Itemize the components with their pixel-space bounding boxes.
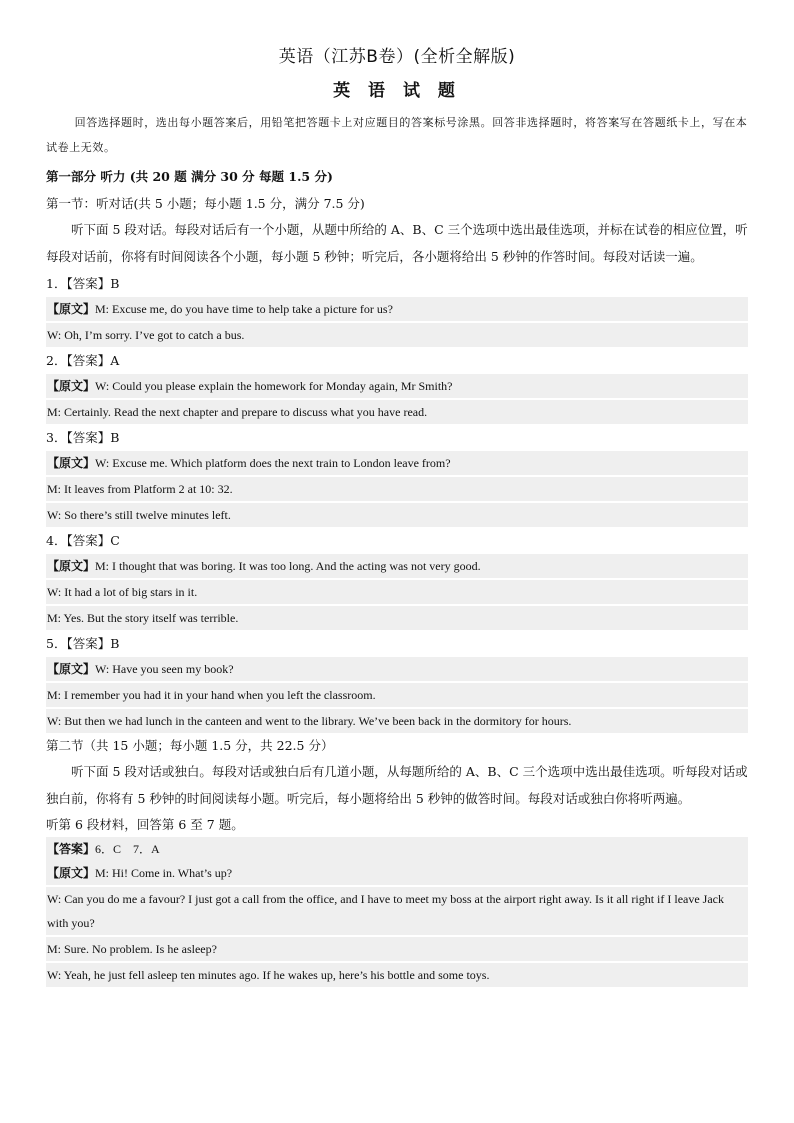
transcript-line	[46, 580, 748, 604]
transcript-line	[46, 323, 748, 347]
transcript-line	[46, 400, 748, 424]
answer-text: 6．C 7．A	[95, 842, 160, 856]
transcript-line	[46, 963, 748, 987]
transcript-text: W: Yeah, he just fell asleep ten minutes ago. If he wakes up, here’s his bottle and some toys.	[47, 968, 490, 982]
answer-line-5: 5．【答案】B	[46, 636, 120, 651]
section1-answers	[46, 271, 748, 733]
transcript-text: W: So there’s still twelve minutes left.	[47, 508, 231, 522]
document-subtitle: 英 语 试 题	[333, 81, 461, 101]
transcript-line	[46, 297, 748, 321]
transcript-text: M: Yes. But the story itself was terrible.	[47, 611, 239, 625]
transcript-line	[46, 374, 748, 398]
transcript-text: W: Can you do me a favour? I just got a call from the office, and I have to meet my boss at the airport right away. Is it all right if I leave Jack with you?	[47, 892, 725, 930]
section1-heading: 第一节：听对话(共 5 小题；每小题 1.5 分，满分 7.5 分)	[46, 196, 365, 211]
transcript-text: M: It leaves from Platform 2 at 10: 32.	[47, 482, 233, 496]
part1-heading: 第一部分 听力 (共 20 题 满分 30 分 每题 1.5 分)	[46, 169, 333, 184]
transcript-line	[46, 554, 748, 578]
document-title: 英语（江苏B卷）(全析全解版)	[278, 47, 516, 67]
transcript-line	[46, 709, 748, 733]
transcript-text: W: It had a lot of big stars in it.	[47, 585, 198, 599]
transcript-line	[46, 887, 748, 935]
answer-line-3: 3．【答案】B	[46, 430, 120, 445]
transcript-text: M: Excuse me, do you have time to help take a picture for us?	[95, 302, 393, 316]
section2-heading: 第二节（共 15 小题；每小题 1.5 分，共 22.5 分）	[46, 738, 334, 753]
exam-instructions: 回答选择题时，选出每小题答案后，用铅笔把答题卡上对应题目的答案标号涂黑。回答非选择题时，将答案写在答题纸卡上，写在本试卷上无效。	[46, 116, 748, 154]
transcript-line	[46, 477, 748, 501]
transcript-tag: 【原文】	[47, 456, 96, 470]
answer-line-4: 4．【答案】C	[46, 533, 120, 548]
transcript-line	[46, 503, 748, 527]
transcript-text: W: Have you seen my book?	[95, 662, 234, 676]
section2-transcript	[46, 861, 748, 987]
transcript-text: W: Oh, I’m sorry. I’ve got to catch a bus.	[47, 328, 245, 342]
answer-line-2: 2．【答案】A	[46, 353, 120, 368]
transcript-text: M: I thought that was boring. It was too long. And the acting was not very good.	[95, 559, 481, 573]
transcript-tag: 【原文】	[47, 302, 96, 316]
transcript-line	[46, 937, 748, 961]
transcript-text: W: But then we had lunch in the canteen and went to the library. We’ve been back in the dormitory for hours.	[47, 714, 572, 728]
section2-directions: 听下面 5 段对话或独白。每段对话或独白后有几道小题，从每题所给的 A、B、C 三个选项中选出最佳选项。听每段对话或独白前，你将有 5 秒钟的时间阅读每小题。听完后，每小题将给出 5 秒钟的做答时间。每段对话或独白你将听两遍。	[46, 764, 748, 806]
transcript-line	[46, 683, 748, 707]
transcript-line	[46, 657, 748, 681]
section2-answer-line	[46, 837, 748, 861]
transcript-tag: 【原文】	[47, 379, 96, 393]
transcript-text: M: Hi! Come in. What’s up?	[95, 866, 233, 880]
transcript-line	[46, 606, 748, 630]
transcript-text: M: Sure. No problem. Is he asleep?	[47, 942, 217, 956]
transcript-line	[46, 451, 748, 475]
transcript-text: M: Certainly. Read the next chapter and prepare to discuss what you have read.	[47, 405, 428, 419]
transcript-tag: 【原文】	[47, 559, 96, 573]
transcript-line	[46, 861, 748, 885]
transcript-text: W: Excuse me. Which platform does the next train to London leave from?	[95, 456, 451, 470]
transcript-text: W: Could you please explain the homework for Monday again, Mr Smith?	[95, 379, 453, 393]
answer-tag: 【答案】	[47, 842, 96, 856]
section1-directions: 听下面 5 段对话。每段对话后有一个小题，从题中所给的 A、B、C 三个选项中选出最佳选项，并标在试卷的相应位置，听每段对话前，你将有时间阅读各个小题，每小题 5 秒钟；听完后，各小题将给出 5 秒钟的作答时间。每段对话读一遍。	[46, 222, 748, 264]
transcript-text: M: I remember you had it in your hand when you left the classroom.	[47, 688, 376, 702]
transcript-tag: 【原文】	[47, 662, 96, 676]
transcript-tag: 【原文】	[47, 866, 96, 880]
material-intro: 听第 6 段材料，回答第 6 至 7 题。	[46, 817, 244, 832]
answer-line-1: 1．【答案】B	[46, 276, 120, 291]
